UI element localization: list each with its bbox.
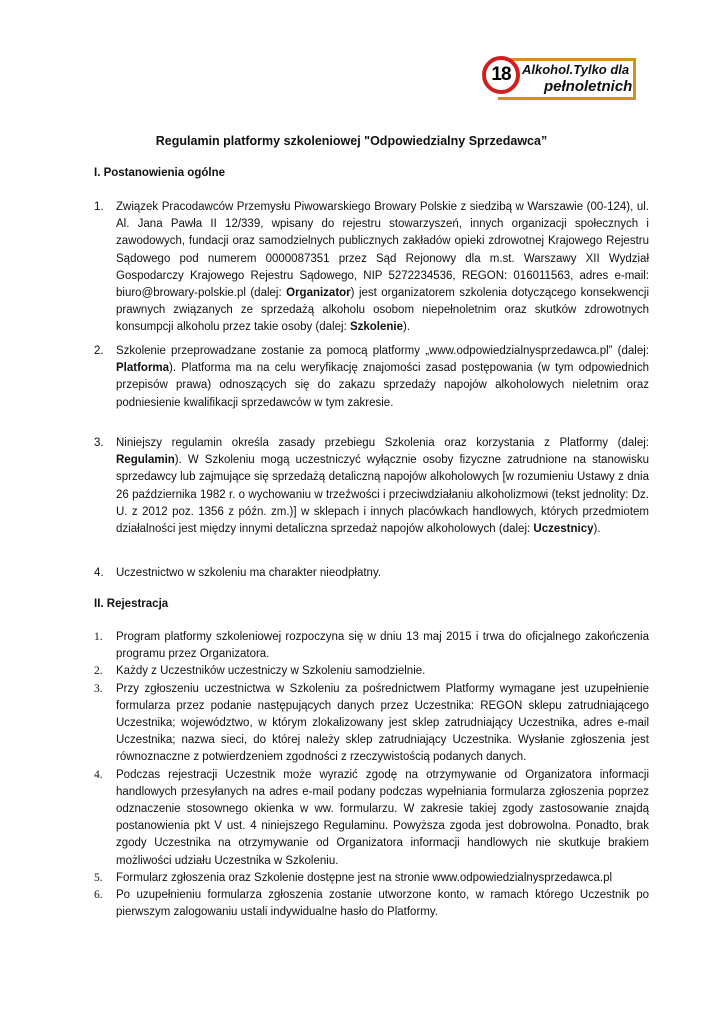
section-1-item-2: 2. Szkolenie przeprowadzane zostanie za pomocą platformy „www.odpowiedzialnysprzedawca.pl” (dalej: Platforma). Platforma ma na celu weryfikację znajomości zasad postępowania (w tym odpowiednich przepisów prawa) odnoszących się do zakazu sprzedaży napojów alkoholowych nieletnim oraz podniesienie kwalifikacji sprzedawców w tym zakresie. bbox=[94, 345, 649, 409]
item-number: 2. bbox=[94, 665, 103, 678]
section-1-item-3: 3. Niniejszy regulamin określa zasady przebiegu Szkolenia oraz korzystania z Platformy (dalej: Regulamin). W Szkoleniu mogą uczestniczyć wyłącznie osoby fizyczne zatrudnione na stanowisku sprzedawcy lub zajmujące się sprzedażą detaliczną napojów alkoholowych [w rozumieniu Ustawy z dnia 26 października 1982 r. o wychowaniu w trzeźwości i przeciwdziałaniu alkoholizmowi (tekst jednolity: Dz. U. z 2012 poz. 1356 z późn. zm.)] w sklepach i innych placówkach handlowych, których przedmiotem działalności jest między innymi detaliczna sprzedaż napojów alkoholowych (dalej: Uczestnicy). bbox=[94, 437, 649, 536]
item-number: 1. bbox=[94, 631, 103, 643]
item-number: 3. bbox=[94, 682, 103, 695]
section-2-item-5: 5. Formularz zgłoszenia oraz Szkolenie dostępne jest na stronie www.odpowiedzialnysprzedawca.pl bbox=[94, 870, 649, 887]
item-number: 1. bbox=[94, 201, 104, 213]
item-number: 2. bbox=[94, 345, 104, 357]
section-2-item-4: 4. Podczas rejestracji Uczestnik może wyrazić zgodę na otrzymywanie od Organizatora informacji handlowych przesyłanych na adres e-mail podany podczas wypełniania formularza zgłoszenia poprzez odznaczenie stosownego okienka w ww. formularzu. W zakresie takiej zgody zastosowanie znajdą postanowienia pkt V ust. 4 niniejszego Regulaminu. Powyższa zgoda jest dobrowolna. Ponadto, brak zgody Uczestnika na otrzymywanie od Organizatora informacji handlowych nie skutkuje brakiem możliwości udziału Uczestnika w Szkoleniu. bbox=[94, 768, 649, 867]
section-1-item-1: 1. Związek Pracodawców Przemysłu Piwowarskiego Browary Polskie z siedzibą w Warszawie (00-124), ul. Al. Jana Pawła II 12/339, wpisany do rejestru stowarzyszeń, innych organizacji społecznych i zawodowych, fundacji oraz samodzielnych publicznych zakładów opieki zdrowotnej Krajowego Rejestru Sądowego pod numerem 0000087351 przez Sąd Rejonowy dla m.st. Warszawy XII Wydział Gospodarczy Krajowego Rejestru Sądowego, NIP 5272234536, REGON: 016011563, adres e-mail: biuro@browary-polskie.pl (dalej: Organizator) jest organizatorem szkolenia dotyczącego konsekwencji prawnych związanych ze sprzedażą alkoholu osobom niepełnoletnim oraz skutków zdrowotnych konsumpcji alkoholu przez takie osoby (dalej: Szkolenie). bbox=[94, 201, 649, 334]
section-1-heading: I. Postanowienia ogólne bbox=[94, 167, 225, 179]
age-18-badge-icon: 18 bbox=[482, 56, 520, 94]
section-2-list bbox=[94, 629, 649, 921]
section-1-item-4: 4. Uczestnictwo w szkoleniu ma charakter nieodpłatny. bbox=[94, 565, 649, 582]
section-2-item-2: 2. Każdy z Uczestników uczestniczy w Szkoleniu samodzielnie. bbox=[94, 663, 649, 680]
item-number: 4. bbox=[94, 567, 104, 579]
logo-text-line2: pełnoletnich bbox=[544, 78, 633, 95]
section-2-item-1: 1. Program platformy szkoleniowej rozpoczyna się w dniu 13 maj 2015 i trwa do oficjalnego zakończenia programu przez Organizatora. bbox=[94, 631, 649, 661]
item-number: 3. bbox=[94, 437, 104, 449]
section-2-item-6: 6. Po uzupełnieniu formularza zgłoszenia zostanie utworzone konto, w ramach którego Uczestnik po pierwszym zalogowaniu ustali indywidualne hasło do Platformy. bbox=[94, 889, 649, 919]
item-number: 5. bbox=[94, 871, 103, 884]
age-restriction-logo bbox=[482, 56, 640, 106]
section-2-item-3: 3. Przy zgłoszeniu uczestnictwa w Szkoleniu za pośrednictwem Platformy wymagane jest uzupełnienie formularza przez podanie następujących danych przez Uczestnika: REGON sklepu zatrudniającego Uczestnika; województwo, w którym zlokalizowany jest sklep zatrudniający Uczestnika, adres e-mail Uczestnika; nazwa sieci, do której należy sklep zatrudniający Uczestnika. Wysłanie zgłoszenia jest równoznaczne z potwierdzeniem zgodności z rzeczywistością podanych danych. bbox=[94, 682, 649, 764]
logo-text-line1: Alkohol.Tylko dla bbox=[522, 62, 630, 77]
section-2-heading: II. Rejestracja bbox=[94, 598, 169, 610]
document-title: Regulamin platformy szkoleniowej "Odpowiedzialny Sprzedawca” bbox=[155, 134, 548, 148]
item-number: 6. bbox=[94, 889, 103, 902]
item-number: 4. bbox=[94, 768, 103, 781]
